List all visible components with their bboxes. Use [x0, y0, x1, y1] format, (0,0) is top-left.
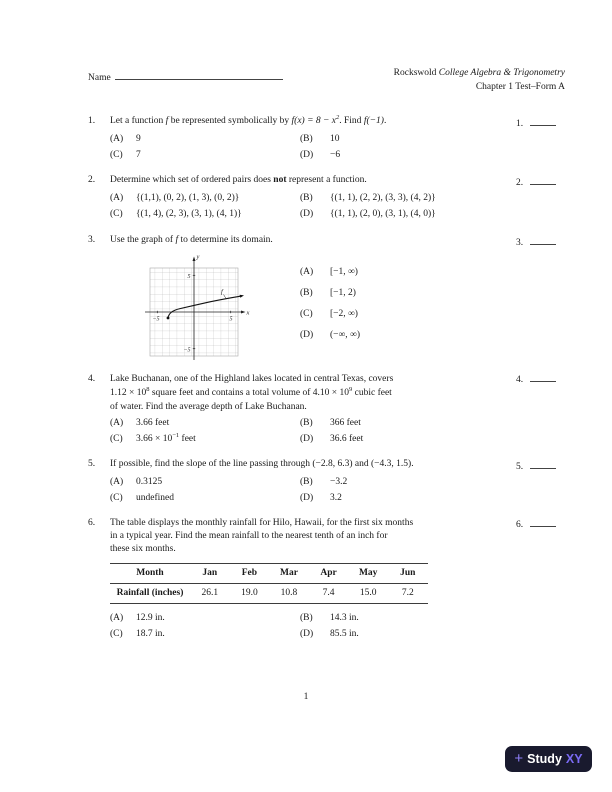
answer-slot-number: 1. [516, 119, 524, 129]
option-value: undefined [136, 493, 174, 503]
question-5 [88, 459, 532, 504]
option-label: (C) [110, 209, 123, 219]
answer-slot-1 [516, 116, 556, 129]
x-tick-label-5: 5 [229, 316, 233, 323]
question-4 [88, 372, 532, 445]
option-value: {(1, 4), (2, 3), (3, 1), (4, 1)} [136, 209, 242, 219]
answer-slot-2 [516, 175, 556, 188]
option-label: (D) [300, 493, 314, 503]
rainfall-table-header-row [110, 564, 428, 584]
table-cell: 7.4 [322, 588, 335, 598]
option-value: (−∞, ∞) [330, 330, 360, 340]
answer-slot-3 [516, 235, 556, 248]
option-label: (C) [300, 309, 313, 319]
author-name: Rockswold [393, 68, 439, 78]
option-value: 366 feet [330, 418, 361, 428]
option-value: 3.66 feet [136, 418, 170, 428]
option-value: [−1, ∞) [330, 267, 358, 277]
y-axis-arrow [193, 257, 196, 262]
math-formula: f(x) = 8 − x [291, 116, 336, 126]
option-value: 12.9 in. [136, 613, 165, 623]
option-value: {(1, 1), (2, 0), (3, 1), (4, 0)} [330, 209, 436, 219]
question-text-segment: The table displays the monthly rainfall for Hilo, Hawaii, for the first six months [110, 518, 414, 528]
option-value [136, 434, 300, 445]
option-value: {(1, 1), (2, 2), (3, 3), (4, 2)} [330, 193, 436, 203]
x-axis-arrow [241, 311, 246, 314]
option-value: 36.6 feet [330, 434, 364, 444]
exponent: 9 [349, 386, 353, 393]
option-label: (A) [300, 267, 314, 277]
option-label: (D) [300, 209, 314, 219]
test-title-line: Chapter 1 Test–Form A [475, 82, 565, 92]
option-value: [−2, ∞) [330, 309, 358, 319]
curve-label: f [221, 288, 223, 296]
option-label: (A) [110, 613, 124, 623]
brand-xy-text: XY [565, 752, 583, 766]
table-header-cell: Jan [202, 568, 218, 578]
table-cell: 7.2 [401, 588, 414, 598]
math-exponent: 2 [336, 114, 340, 121]
answer-slot-6 [516, 517, 556, 530]
answer-slot-5 [516, 459, 556, 472]
plus-icon: + [514, 750, 524, 767]
answer-blank-line [530, 372, 556, 382]
question-text-segment: to determine its domain. [178, 235, 273, 245]
x-axis-label: x [246, 309, 250, 317]
table-cell: 10.8 [280, 588, 298, 598]
name-blank-line [115, 69, 283, 80]
x-tick-label-neg5: −5 [152, 316, 160, 323]
question-6 [88, 517, 532, 640]
table-cell: 19.0 [241, 588, 258, 598]
option-value: 7 [136, 150, 141, 160]
exponent: 8 [146, 386, 150, 393]
option-row [300, 267, 360, 278]
math-f: f [165, 116, 169, 126]
question-1-number: 1. [88, 116, 96, 126]
function-graph [140, 250, 254, 370]
question-text-segment: If possible, find the slope of the line passing through (−2.8, 6.3) and (−4.3, 1.5). [110, 459, 414, 469]
question-text-segment: square feet and contains a total volume of 4.10 × 10 [149, 388, 350, 398]
page-number: 1 [303, 692, 309, 702]
option-value: 14.3 in. [330, 613, 359, 623]
option-label: (B) [300, 134, 313, 144]
question-text-segment: . Find [339, 116, 364, 126]
question-2-number: 2. [88, 175, 96, 185]
option-label: (D) [300, 150, 314, 160]
y-axis-label: y [196, 253, 200, 261]
option-label: (B) [300, 288, 313, 298]
question-3-number: 3. [88, 235, 96, 245]
question-text-segment: represent a function. [286, 175, 367, 185]
question-3-text [88, 235, 532, 246]
question-2-text [88, 175, 532, 186]
question-5-number: 5. [88, 459, 96, 469]
option-label: (A) [110, 193, 124, 203]
book-title: College Algebra & Trigonometry [438, 68, 565, 78]
question-6-text-line1 [88, 517, 532, 530]
table-header-cell: May [358, 568, 378, 578]
question-1 [88, 116, 532, 161]
question-6-options [110, 613, 532, 640]
question-text-segment: Determine which set of ordered pairs does [110, 175, 274, 185]
option-value: −6 [330, 150, 341, 160]
option-value: 85.5 in. [330, 629, 359, 639]
option-label: (C) [110, 150, 123, 160]
coordinate-grid-plot [140, 250, 254, 370]
question-1-options [110, 134, 532, 161]
option-value: 10 [330, 134, 340, 144]
answer-slot-number: 6. [516, 520, 524, 530]
name-field-row [88, 69, 283, 83]
table-header-cell: Mar [280, 568, 298, 578]
emphasis-word: not [273, 175, 287, 185]
question-text-segment: Let a function [110, 116, 166, 126]
question-text-segment: Use the graph of [110, 235, 176, 245]
option-label: (B) [300, 418, 313, 428]
answer-slot-number: 3. [516, 238, 524, 248]
option-label: (C) [110, 629, 123, 639]
exponent: −1 [172, 432, 180, 439]
question-1-text [88, 116, 532, 127]
answer-blank-line [530, 116, 556, 126]
question-text-segment: Lake Buchanan, one of the Highland lakes located in central Texas, covers [110, 374, 394, 384]
option-row [300, 309, 360, 320]
math-formula: f(−1) [363, 116, 384, 126]
scientific-notation: 3.66 × 10 [136, 434, 173, 444]
table-row-label: Rainfall (inches) [116, 588, 184, 598]
question-text-segment: . [383, 116, 387, 126]
question-6-text-line2: in a typical year. Find the mean rainfall to the nearest tenth of an inch for [110, 531, 388, 541]
table-cell: 15.0 [359, 588, 377, 598]
option-text-segment: feet [179, 434, 196, 444]
rainfall-table-data-row [110, 584, 428, 603]
option-value: 9 [136, 134, 141, 144]
studyxy-logo-badge [505, 746, 592, 772]
option-value: 0.3125 [136, 477, 163, 487]
answer-slot-number: 4. [516, 375, 524, 385]
y-tick-label-5: 5 [187, 274, 191, 280]
course-title-line [394, 66, 565, 80]
question-3-options [300, 267, 360, 351]
option-label: (C) [110, 434, 123, 444]
table-header-cell: Feb [241, 568, 258, 578]
header-course-info [394, 66, 565, 94]
question-6-text-line3: these six months. [110, 544, 176, 554]
question-2 [88, 175, 532, 220]
option-label: (B) [300, 193, 313, 203]
curve-arrowhead [240, 295, 244, 298]
answer-slot-number: 2. [516, 178, 524, 188]
option-value: {(1,1), (0, 2), (1, 3), (0, 2)} [136, 193, 240, 203]
option-label: (C) [110, 493, 123, 503]
option-value: [−1, 2) [330, 288, 356, 298]
option-label: (A) [110, 134, 124, 144]
option-row [300, 288, 360, 299]
answer-blank-line [530, 517, 556, 527]
answer-blank-line [530, 235, 556, 245]
question-3 [88, 235, 532, 246]
table-header-cell: Jun [400, 568, 416, 578]
question-4-options [110, 418, 532, 445]
option-value: 3.2 [330, 493, 342, 503]
option-label: (A) [110, 418, 124, 428]
option-value: −3.2 [330, 477, 348, 487]
table-header-cell: Apr [320, 568, 337, 578]
option-label: (B) [300, 613, 313, 623]
rainfall-table [110, 563, 428, 604]
question-text-segment: cubic feet [352, 388, 392, 398]
question-5-options [110, 477, 532, 504]
answer-blank-line [530, 459, 556, 469]
option-row [300, 330, 360, 341]
option-label: (D) [300, 629, 314, 639]
question-2-options [110, 193, 532, 220]
question-4-text-line3: of water. Find the average depth of Lake Buchanan. [110, 402, 307, 412]
answer-slot-4 [516, 372, 556, 385]
question-6-number: 6. [88, 518, 96, 528]
math-f: f [175, 235, 179, 245]
question-4-text-line1 [88, 372, 532, 386]
question-text-segment: be represented symbolically by [168, 116, 292, 126]
scientific-notation: 1.12 × 10 [110, 388, 147, 398]
option-label: (B) [300, 477, 313, 487]
answer-blank-line [530, 175, 556, 185]
table-header-cell: Month [136, 568, 164, 578]
brand-study-text: Study [527, 752, 562, 766]
option-label: (D) [300, 434, 314, 444]
option-value: 18.7 in. [136, 629, 165, 639]
y-tick-label-neg5: −5 [183, 347, 191, 354]
option-label: (D) [300, 330, 314, 340]
option-label: (A) [110, 477, 124, 487]
question-4-text-line2 [110, 386, 532, 400]
name-label: Name [88, 73, 111, 83]
answer-slot-number: 5. [516, 462, 524, 472]
table-cell: 26.1 [201, 588, 219, 598]
question-5-text [88, 459, 532, 470]
question-4-number: 4. [88, 374, 96, 384]
